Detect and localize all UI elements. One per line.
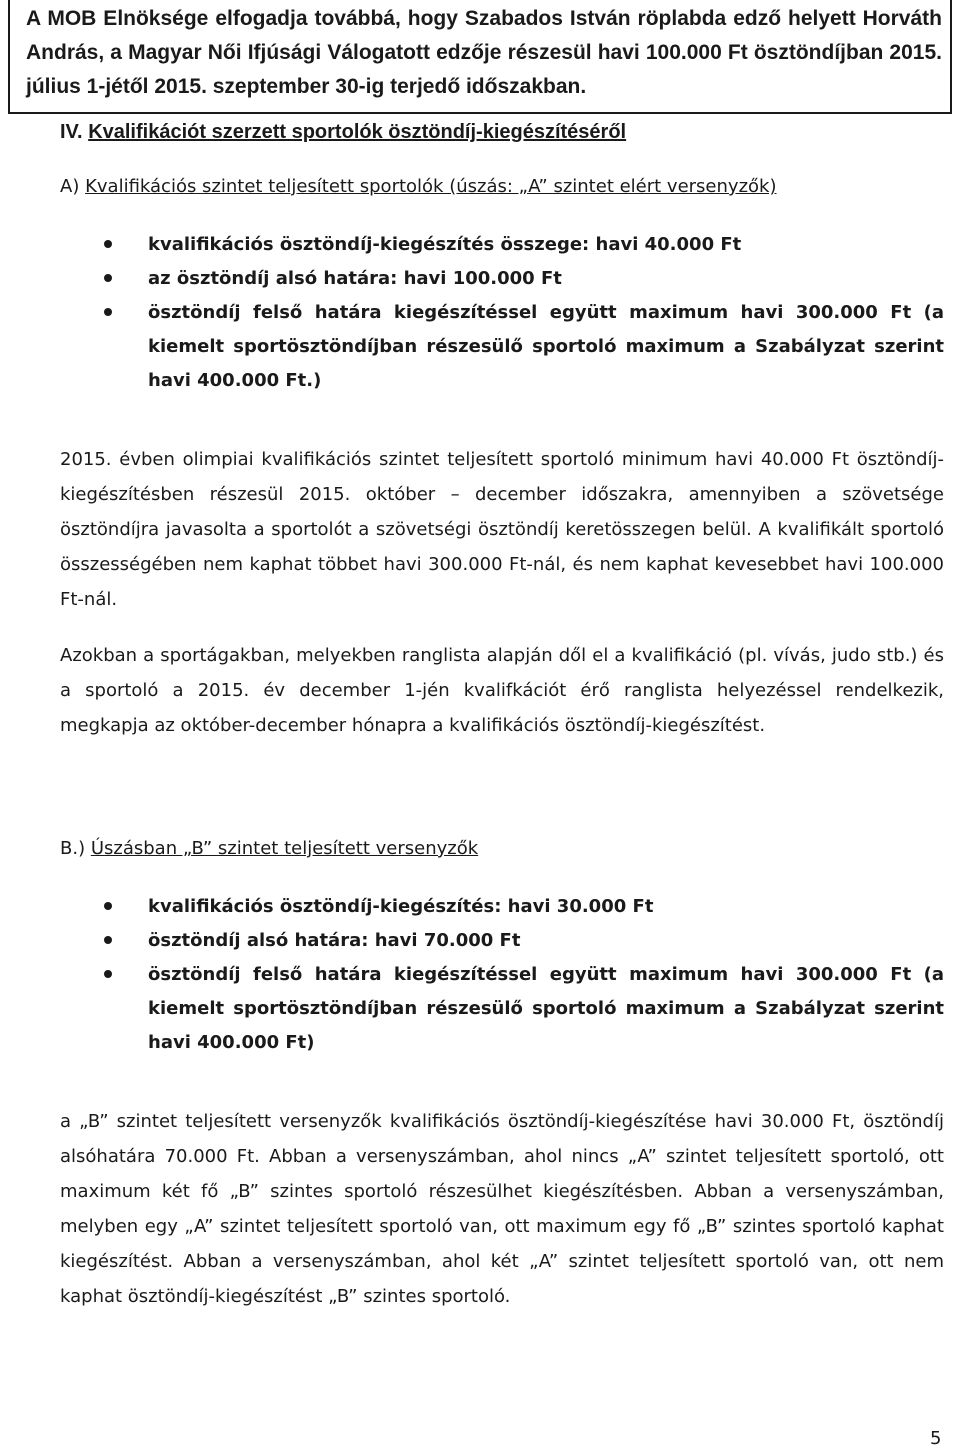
subsection-a-prefix: A) <box>60 176 80 197</box>
subsection-a-title: Kvalifikációs szintet teljesített sportolók (úszás: „A” szintet elért versenyzők) <box>85 176 777 197</box>
subsection-a-paragraph-1: 2015. évben olimpiai kvalifikációs szintet teljesített sportoló minimum havi 40.000 Ft ösztöndíj-kiegészítésben részesül 2015. október – december időszakra, amennyiben a szövetsége ösztöndíjra javasolta a sportolót a szövetségi ösztöndíj keretösszegen belül. A kvalifikált sportoló összességében nem kaphat többet havi 300.000 Ft-nál, és nem kaphat kevesebbet havi 100.000 Ft-nál. <box>60 449 944 610</box>
subsection-b-bullets <box>104 890 944 1060</box>
section-iv-number: IV. <box>60 121 83 143</box>
subsection-a-paragraph-2: Azokban a sportágakban, melyekben ranglista alapján dől el a kvalifikáció (pl. vívás, judo stb.) és a sportoló a 2015. év december 1-jén kvalifkációt érő ranglista helyezéssel rendelkezik, megkapja az október-december hónapra a kvalifikációs ösztöndíj-kiegészítést. <box>60 645 944 736</box>
subsection-a-bullets <box>104 228 944 398</box>
bullet-icon <box>104 308 112 316</box>
section-iv-title: Kvalifikációt szerzett sportolók ösztöndíj-kiegészítéséről <box>88 121 627 143</box>
section-iv-heading <box>60 116 626 148</box>
bullet-icon <box>104 274 112 282</box>
boxed-notice-text: A MOB Elnöksége elfogadja továbbá, hogy Szabados István röplabda edző helyett Horváth András, a Magyar Női Ifjúsági Válogatott edzője részesül havi 100.000 Ft ösztöndíjban 2015. július 1-jétől 2015. szeptember 30-ig terjedő időszakban. <box>26 7 942 98</box>
list-item: kvalifikációs ösztöndíj-kiegészítés összege: havi 40.000 Ft <box>104 228 944 262</box>
page-number: 5 <box>930 1428 942 1449</box>
boxed-notice <box>8 0 952 114</box>
list-item: ösztöndíj felső határa kiegészítéssel együtt maximum havi 300.000 Ft (a kiemelt sportösztöndíjban részesülő sportoló maximum a Szabályzat szerint havi 400.000 Ft.) <box>104 296 944 398</box>
subsection-a-heading <box>60 172 776 202</box>
bullet-icon <box>104 240 112 248</box>
subsection-b-title: Úszásban „B” szintet teljesített versenyzők <box>90 838 479 859</box>
subsection-b-heading <box>60 834 478 864</box>
list-item: az ösztöndíj alsó határa: havi 100.000 Ft <box>104 262 944 296</box>
list-item: kvalifikációs ösztöndíj-kiegészítés: havi 30.000 Ft <box>104 890 944 924</box>
bullet-icon <box>104 902 112 910</box>
subsection-b-prefix: B.) <box>60 838 86 859</box>
list-item: ösztöndíj alsó határa: havi 70.000 Ft <box>104 924 944 958</box>
subsection-b-paragraph-1: a „B” szintet teljesített versenyzők kvalifikációs ösztöndíj-kiegészítése havi 30.000 Ft, ösztöndíj alsóhatára 70.000 Ft. Abban a versenyszámban, ahol nincs „A” szintet teljesített sportoló, ott maximum két fő „B” szintes sportoló részesülhet kiegészítésben. Abban a versenyszámban, melyben egy „A” szintet teljesített sportoló van, ott maximum egy fő „B” szintes sportoló kaphat kiegészítést. Abban a versenyszámban, ahol két „A” szintet teljesített sportoló van, ott nem kaphat ösztöndíj-kiegészítést „B” szintes sportoló. <box>60 1111 944 1307</box>
bullet-icon <box>104 936 112 944</box>
bullet-icon <box>104 970 112 978</box>
list-item: ösztöndíj felső határa kiegészítéssel együtt maximum havi 300.000 Ft (a kiemelt sportösztöndíjban részesülő sportoló maximum a Szabályzat szerint havi 400.000 Ft) <box>104 958 944 1060</box>
